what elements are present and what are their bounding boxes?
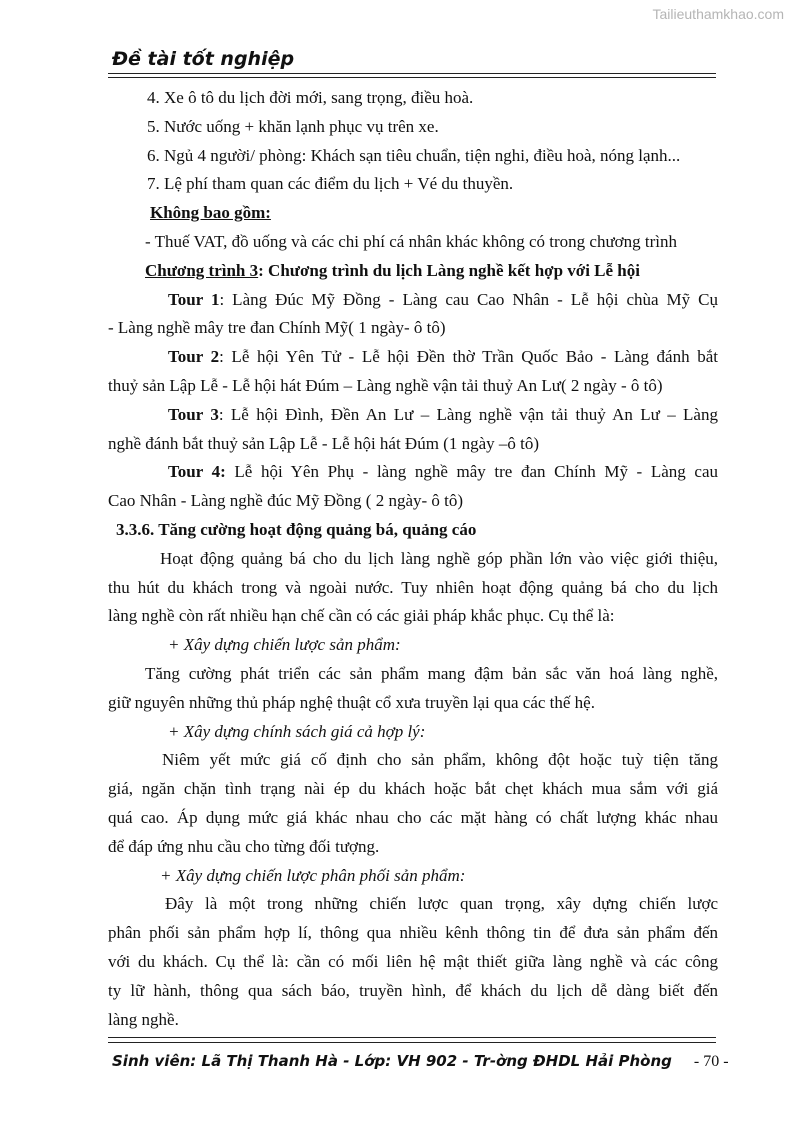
tour-1-desc: : Làng Đúc Mỹ Đồng - Làng cau Cao Nhân - Lễ hội chùa Mỹ Cụ: [219, 289, 718, 309]
excludes-text: - Thuế VAT, đồ uống và các chi phí cá nhân khác không có trong chương trình: [145, 231, 678, 251]
sub3-line-4: ty lữ hành, thông qua sách báo, truyền hình, để khách du lịch dễ dàng biết đến: [108, 980, 718, 1000]
page-footer: [112, 1052, 729, 1071]
sub1-line-1: Tăng cường phát triển các sản phẩm mang đậm bản sắc văn hoá làng nghề,: [145, 663, 718, 683]
tour-2-line-2: thuỷ sản Lập Lễ - Lễ hội hát Đúm – Làng nghề vận tải thuỷ An Lư( 2 ngày - ô tô): [108, 375, 663, 395]
watermark-text: Tailieuthamkhao.com: [652, 6, 784, 22]
footer-rule-thin: [108, 1042, 716, 1043]
sub3-line-2: phân phối sản phẩm hợp lí, thông qua nhiều kênh thông tin để đưa sản phẩm đến: [108, 923, 718, 943]
sub3-line-1: Đây là một trong những chiến lược quan trọng, xây dựng chiến lược: [165, 894, 718, 914]
tour-2-desc: : Lễ hội Yên Tử - Lễ hội Đền thờ Trần Quốc Bảo - Làng đánh bắt: [219, 347, 718, 367]
sub3-line-3: với du khách. Cụ thể là: cần có mối liên hệ mật thiết giữa làng nghề và các công: [108, 951, 718, 971]
intro-line-1: Hoạt động quảng bá cho du lịch làng nghề góp phần lớn vào việc giới thiệu,: [160, 548, 718, 568]
footer-text: Sinh viên: Lã Thị Thanh Hà - Lớp: VH 902 - Tr-ờng ĐHDL Hải Phòng: [112, 1052, 672, 1070]
section-heading: 3.3.6. Tăng cường hoạt động quảng bá, quảng cáo: [116, 519, 477, 539]
include-item-5: 5. Nước uống + khăn lạnh phục vụ trên xe.: [147, 116, 439, 136]
header-rule-thin: [108, 77, 716, 78]
tour-4-label: Tour 4:: [168, 462, 226, 482]
excludes-heading: Không bao gồm:: [150, 203, 271, 223]
program-title: : Chương trình du lịch Làng nghề kết hợp với Lễ hội: [258, 260, 640, 280]
program-heading: [108, 257, 718, 286]
intro-line-2: thu hút du khách trong và ngoài nước. Tuy nhiên hoạt động quảng bá cho du lịch: [108, 577, 718, 597]
program-label: Chương trình 3: [145, 260, 259, 280]
tour-3-line-2: nghề đánh bắt thuỷ sản Lập Lễ - Lễ hội hát Đúm (1 ngày –ô tô): [108, 433, 540, 453]
sub2-title: + Xây dựng chính sách giá cả hợp lý:: [168, 721, 426, 741]
header-rule-thick: [108, 73, 716, 74]
document-body: [108, 84, 718, 1034]
include-item-7: 7. Lệ phí tham quan các điểm du lịch + Vé du thuyền.: [147, 174, 514, 194]
footer-rule-thick: [108, 1037, 716, 1038]
tour-3-desc: : Lễ hội Đình, Đền An Lư – Làng nghề vận tải thuỷ An Lư – Làng: [218, 404, 718, 424]
intro-line-3: làng nghề còn rất nhiều hạn chế cần có các giải pháp khắc phục. Cụ thể là:: [108, 606, 615, 626]
tour-4-line-1: [108, 458, 718, 487]
tour-1-line-1: [108, 286, 718, 315]
sub2-line-2: giá, ngăn chặn tình trạng nài ép du khách hoặc bắt chẹt khách mua sắm với giá: [108, 779, 718, 799]
page-header-title: Đề tài tốt nghiệp: [112, 48, 295, 70]
include-item-6: 6. Ngủ 4 người/ phòng: Khách sạn tiêu chuẩn, tiện nghi, điều hoà, nóng lạnh...: [147, 145, 681, 165]
tour-1-line-2: - Làng nghề mây tre đan Chính Mỹ( 1 ngày- ô tô): [108, 318, 446, 338]
tour-4-desc: Lễ hội Yên Phụ - làng nghề mây tre đan Chính Mỹ - Làng cau: [225, 462, 718, 482]
sub2-line-3: quá cao. Áp dụng mức giá khác nhau cho các mặt hàng có chất lượng khác nhau: [108, 807, 718, 827]
tour-3-line-1: [108, 401, 718, 430]
tour-4-line-2: Cao Nhân - Làng nghề đúc Mỹ Đồng ( 2 ngày- ô tô): [108, 491, 464, 511]
tour-2-label: Tour 2: [168, 347, 220, 367]
sub2-line-4: để đáp ứng nhu cầu cho từng đối tượng.: [108, 836, 380, 856]
sub3-line-5: làng nghề.: [108, 1009, 179, 1029]
sub1-line-2: giữ nguyên những thủ pháp nghệ thuật cổ xưa truyền lại qua các thế hệ.: [108, 692, 595, 712]
tour-3-label: Tour 3: [168, 404, 219, 424]
sub1-title: + Xây dựng chiến lược sản phẩm:: [168, 635, 401, 655]
sub2-line-1: Niêm yết mức giá cố định cho sản phẩm, không đột hoặc tuỳ tiện tăng: [162, 750, 718, 770]
page-number: - 70 -: [693, 1053, 729, 1070]
include-item-4: 4. Xe ô tô du lịch đời mới, sang trọng, điều hoà.: [147, 88, 474, 107]
tour-2-line-1: [108, 343, 718, 372]
sub3-title: + Xây dựng chiến lược phân phối sản phẩm:: [160, 865, 466, 885]
tour-1-label: Tour 1: [168, 289, 220, 309]
